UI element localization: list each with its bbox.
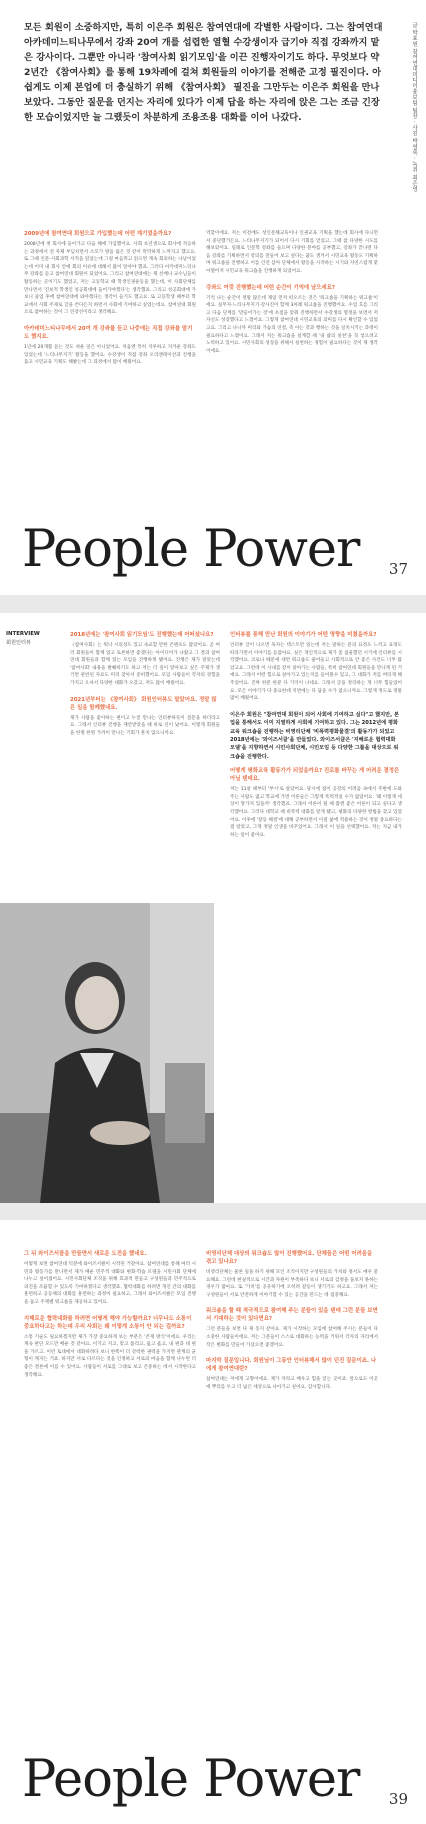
question: 워크숍을 할 때 적극적으로 참여해 주는 분들이 있을 텐데 그런 분들 보면서 기대하는 것이 있다면요?	[206, 1308, 378, 1323]
answer: 인터뷰 글이 나오면 독자는 텍스트만 읽는데 저는 말하는 분의 표정도 느끼고 표정도 따라가면서 이야기를 듣잖아요. 실은 개인적으로 제가 좀 침울했던 시기에 인터뷰를 시작했어요. 코로나 때문에 대면 워크숍도 줄어들고 사회적으로 안 좋은 사건도 너무 많았고요. 그런데 이 사내를 같이 살아가는 사람들, 특히 참여연대 회원들을 만나게 된 거예요. 그래서 어떤 힘으로 살아가고 있는지를 들어볼수 있고, 그 대화가 저를 버티게 해주었어요. 진짜 한분 한분 다 기억이 나네요. 그래서 글을 정리하는 게 너무 힘들었어요. 모든 이야기가 다 중요한데 지면에는 다 담을 수가 없으니까요. 그렇게 정도로 정말 많이 배웠어요.	[230, 643, 402, 702]
question: 그 뒤 와이즈서클을 만들면서 새로운 도전을 했네요.	[24, 1251, 147, 1257]
question: 인터뷰를 통해 만난 회원의 이야기가 어떤 영향을 미쳤을까요?	[230, 632, 377, 638]
answer: 2008년에 첫 회사에 들어가고 다음 해에 가입했어요. 사회 초년생으로 회사에 적응하는 과정에서 전 자체 부딪치면서 소모가 방을 잃은 것 같이 막막하게 느껴지고 했고요. 또 그때 인문-사회과학 서적을 읽었는데 그걸 마음먹고 읽으면 계속 회의하는 나날이었는데 이미 내 회사 안에 회의 이슈에 대해서 많이 알아야 했죠. 그러다 아카데미느티나무 강좌를 듣고 참여연대 회원이 되었어요. 그리고 참여연대에는 제 선배나 교수님들이 활동하는 곳이기도 했었고, 저는 고등학교 때 학생인권운동을 했는데, 이 사회단체를 만나면서 '진보적 학생인 성공회대에 들어가야겠다'는 생각했죠. 그리고 성공회대에 가보니 졸업 후에 참여연대에 와야겠다는 생각이 들기도 했고요. 또 고등학생 때부터 학교에서 사회 주제로 글을 쓴다든지 하면서 사회에 기여하고 싶었는데요. 참여연대 회원으로 참여하는 것이 그 연장선이라고 생각해요.	[24, 242, 196, 316]
answer: 제가 사람을 좋아하는 편이고 누굴 만나는 인터뷰하듯이 질문을 하더라고요. 그래서 인터뷰 진행을 제안받았을 때 바로 신이 났어요. 이렇게 회원들을 한명 한명 가까이 만나는 기회가 흔치 않으니까요.	[70, 715, 220, 736]
question: 아카데미느티나무에서 20여 개 강좌를 듣고 나중에는 직접 강좌를 맡기도 했지요.	[24, 325, 193, 340]
question: 2018년에는 '참여사회 읽기모임'도 진행했는데 어떠셨나요?	[70, 632, 214, 638]
section-label: INTERVIEW	[6, 631, 40, 637]
answer: 《참여사회》는 워낙 시의성도 있고 속교할 만한 콘텐츠도 많았어요. 곧 여러 회원들이 함께 읽고 토론하면 좋겠다는 아이디어가 나왔고 그 결과 참여연대 회원들과 함께 읽는 모임을 진행하게 됐어요. 진행은 제가 맡았는데 '참여사회' 내용을 발췌하기도 하고 저는 더 깊이 알아보고 싶은 주제가 생기면 관련된 자료도 미리 찾아서 준비했어요. 모임 사람들이 각자의 경험을 가지고 오셔서 다양한 대화가 오갔고, 저도 많이 배웠어요.	[70, 643, 220, 686]
highlight-paragraph: 이은주 회원은 "참여연대 회원이 되어 사회에 기여하고 싶다"고 했지만, 본업을 통해서도 이미 지열하게 사회에 기여하고 있다. 그는 2012년에 평화교육 워크숍을 진행하는 비영리단체 '비폭력평화물결'의 활동가가 되었고 2018년에는 '와이즈서클'을 만들었다. 와이즈서클은 '지혜로운 협력대화 모델'을 지향하면서 시민사회단체, 시민모임 등 다양한 그룹을 대상으로 워크숍을 진행한다.	[230, 711, 399, 760]
right-column	[206, 1250, 378, 1391]
magazine-page-38	[0, 613, 426, 1203]
interviewee-photo	[0, 903, 214, 1203]
magazine-title: People Power	[22, 520, 360, 579]
byline-vertical: 글 박효원 참여연대미디어홍보팀 팀장 · 사진 박영록 · 녹취 최은영	[411, 22, 417, 192]
question: 어떻게 평화교육 활동가가 되었을까요? 진로를 바꾸는 게 어려운 결정은 아닐 텐데요.	[230, 768, 400, 783]
answer: 참여연대는 저에게 고향이에요. 제가 자라고 배우고 힘을 얻는 곳이죠. 앞으로도 이곳에 뿌리를 두고 더 넓은 세상으로 나아가고 싶어요. 감사합니다.	[206, 1377, 378, 1390]
answer: 소통 기술도 필요하겠지만 제가 가장 중요하게 보는 부분은 '존재 방식'이에요. 우리는 계속 판단 모드만 배운 것 같아요. 이기고 지고, 맞고 틀리고, 옳고 옳고, 내 편과 네 편을 가르고. 이런 토대에서 대화하려다 보니 한쪽이 더 강력한 권력을 가지면 관계의 균형이 깨지는 거죠. 하지만 서로 다르다는 것을 인정하고 서로의 마음을 함께 나누면 더 좋은 결론에 이를 수 있어요. 사람들이 서로를 그대로 보고 존중하는 데서 시작한다고 생각해요.	[24, 1334, 196, 1378]
intro-paragraph: 모든 회원이 소중하지만, 특히 이은주 회원은 참여연대에 각별한 사람이다. 그는 참여연대 아카데미느티나무에서 강좌 20여 개를 섭렵한 열혈 수강생이자 급기야 직접 강좌까지 맡은 강사이다. 그뿐만 아니라 '참여사회 읽기모임'을 이끈 진행자이기도 하다. 무엇보다 약 2년간 《참여사회》를 통해 19차례에 걸쳐 회원들의 이야기를 전해준 고정 필진이다. 아쉽게도 이제 본업에 더 충실하기 위해 《참여사회》 필진을 그만두는 이은주 회원을 만나보았다. 그동안 질문을 던지는 자리에 있다가 이제 답을 하는 자리에 앉은 그는 조금 긴장한 모습이었지만 늘 그랬듯이 차분하게 조용조용 대화를 이어 나갔다.	[24, 22, 383, 123]
magazine-title: People Power	[22, 1750, 360, 1809]
page-number: 37	[388, 560, 408, 578]
question: 2009년에 참여연대 회원으로 가입했는데 어떤 계기였을까요?	[24, 231, 172, 237]
question: 강좌도 여럿 진행했는데 어떤 순간이 기억에 남으세요?	[206, 284, 335, 291]
answer: 1년에 20개쯤 듣는 것도 쉬운 일은 아니었어요. 처음엔 특히 지루하고 지겨운 강좌도 있었는데 '느티나무지기' 활동을 했어요. 수강생이 직접 강좌 오리엔테이션과 진행을 돕고 시민교육 기획도 해봤는데 그 과정에서 많이 배웠어요.	[24, 344, 196, 366]
left-column	[24, 230, 196, 367]
answer: 저는 11살 때부터 '부시'로 살았어요. 당시에 집이 공장의 어려움 속에서 주변에 도와주는 사람도 없고 학교에 가면 어른들은 그렇게 폭력적일 수가 없었어요. '왜 이렇게 세상이 망가져 있을까' 생각했죠. 그래서 어른이 될 때 쯤엔 좋은 어른이 되고 싶다고 생각했어요. 그러다 대학교 때 비폭력 대화를 알게 됐고, 평화의 다양한 방법을 찾고 있었어요. 이후에 '갈등 해결'에 대해 공부하면서 이걸 삶에 적용하는 것이 정말 중요하다는 걸 알았고, 그게 정말 인생을 바꾸었어요. 그래서 이 일을 선택했어요. 저는 지금 내가 하는 일이 좋아요.	[230, 787, 402, 838]
portrait-illustration	[0, 903, 214, 1203]
magazine-page-37	[0, 0, 426, 595]
left-column	[70, 631, 220, 737]
right-column	[230, 631, 402, 839]
question: 2021년부터는 《참여사회》 회원인터뷰도 맡았어요. 정말 많은 일을 함께했네요.	[70, 696, 217, 711]
answer: 어떻게 보면 참여연대 덕분에 와이즈서클이 시작된 거같아요. 참여연대를 통해 여러 시민과 활동가를 만나면서 제가 배운 민주적 대화와 변화·학습 모델을 시민사회 단체에 나누고 싶어졌어요. 시민사회단체 조직을 위해 효과적 만들고 구성원들과 민주적으로 의견을 조율할 수 있도록 기여하겠다고 생각했죠. 협력대화를 하려면 개인 간의 대화를 훈련하고 공동체의 대화를 훈련하는 과정이 필요하고, 그래서 와이즈서클은 모임 진행을 돕고 주제별 워크숍을 제공하고 있어요.	[24, 1262, 196, 1305]
question: 지혜로운 협력대화를 하려면 어떻게 해야 가능할까요? 너무나도 소통이 중요하다고는 하는데 우리 사회는 왜 이렇게 소통이 안 되는 걸까요?	[24, 1315, 192, 1330]
answer: 기억 나는 순간이 정말 많은데 제일 먼저 떠오르는 것은 '워크숍을 기획하는 워크숍'이에요. 실무자·느티나무지기·강사진이 함께 3차례 워크숍을 진행했어요. 수업 흐름 그리고 다음 단계를 '만들어가는 것'에 초점을 맞춰 진행하면서 수강생의 열정을 보면서 저 자신도 성장했다고 느꼈어요. 그렇게 참여연대 시민교육의 의미를 다시 확인할 수 있었고요. 그리고 나니까 머리와 가슴의 연결, 즉 아는 것과 행하는 것을 일치시키는 과정이 필요하다고 느꼈어요. 그래서 저는 워크숍을 설계할 때 '내 삶의 실천'을 꼭 넣으려고 노력하고 있어요. 시민사회의 성장을 위해서 실천하는 경험이 필요하다는 것이 제 생각이에요.	[206, 295, 378, 354]
magazine-page-39	[0, 1220, 426, 1824]
section-sublabel: 회원인터뷰	[6, 640, 32, 646]
left-column	[24, 1250, 196, 1379]
question: 마지막 질문입니다. 회원님이 그동안 인터뷰해서 많이 던진 질문이죠. 나에게 참여연대란?	[206, 1358, 377, 1373]
question: 비영리단체 대상의 워크숍도 많이 진행했어요. 단체들은 어떤 어려움을 겪고 있나요?	[206, 1251, 373, 1265]
answer: 역할이에요. 저는 이전에도 성인문해교육이나 인권교육 기획을 했는데 회사에 다니면서 중단했거든요. 느티나무지기가 되어서 다시 기회를 얻었고, 그때 참 다양한 시도를 해보았어요. 일례로 인문학 강좌를 들으며 다양한 분야를 공부했고, 강좌가 끝나면 다음 강좌를 기획하면서 강의를 만들어 보고 싶다는 꿈도 생겨서 시민교육 활동도 기획하며 워크숍을 진행하고 이를 인연 삼아 단체에서 활동을 시작하는 시기와 자연스럽게 맞아떨어져 시민교육 워크숍을 진행하게 되었어요.	[206, 231, 378, 274]
answer: 비영리단체는 물론 일을 하기 위해 모인 조직이지만 구성원들의 가치와 정서도 매우 중요해요. 그런데 현실적으로 시간과 자원이 부족하다 보니 서로의 감정을 돌보지 못하는 경우가 많아요. 또 '가치'를 공유하기에 오히려 갈등이 생기기도 하고요. 그래서 저는 구성원들이 서로 안전하게 이야기할 수 있는 공간을 만드는 데 집중해요.	[206, 1270, 378, 1298]
right-column	[206, 230, 378, 355]
page-number: 39	[388, 1790, 408, 1808]
answer: 그런 분들을 보면 다 제 동지 같아요. 제가 시작하는 모임에 참여해 주시는 분들이 다 소중한 사람들이에요. 저는 그분들이 스스로 대화하는 능력을 키워서 각자의 자리에서 작은 변화를 만들어 가셨으면 좋겠어요.	[206, 1327, 378, 1348]
